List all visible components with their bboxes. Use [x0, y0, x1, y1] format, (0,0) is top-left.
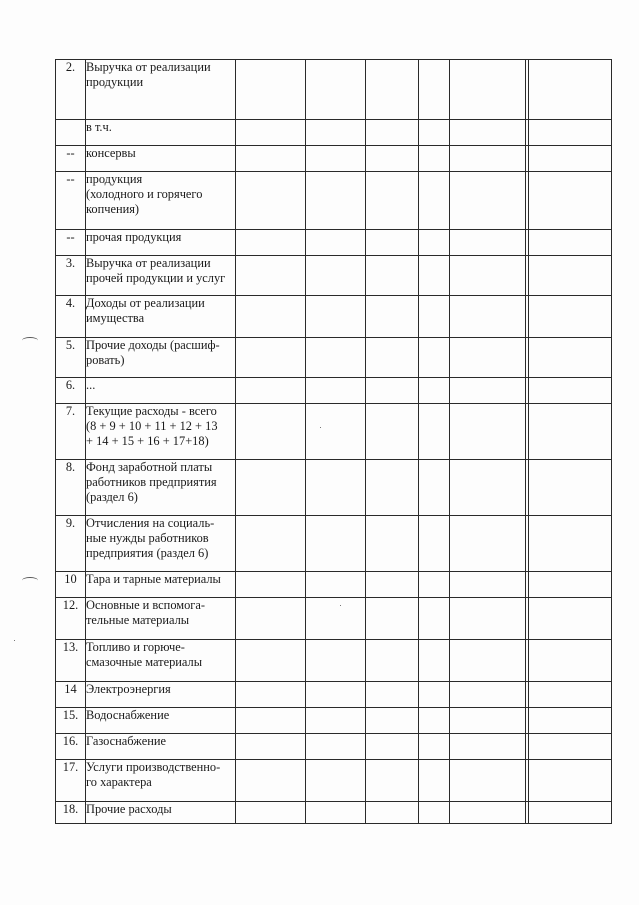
value-cell [450, 760, 526, 802]
value-cell [236, 682, 306, 708]
row-number: 4. [56, 296, 86, 338]
value-cell [366, 230, 419, 256]
row-label: прочая продукция [86, 230, 236, 256]
value-cell [450, 598, 526, 640]
value-cell [529, 682, 612, 708]
value-cell [236, 338, 306, 378]
value-cell [419, 516, 450, 572]
value-cell [366, 60, 419, 120]
row-number: 6. [56, 378, 86, 404]
row-number: -- [56, 172, 86, 230]
value-cell [529, 640, 612, 682]
table-row [56, 230, 612, 256]
value-cell [450, 682, 526, 708]
row-label: Прочие расходы [86, 802, 236, 824]
table-row [56, 256, 612, 296]
value-cell [306, 640, 366, 682]
value-cell [529, 760, 612, 802]
table-row [56, 378, 612, 404]
value-cell [450, 60, 526, 120]
value-cell [450, 378, 526, 404]
row-number: 12. [56, 598, 86, 640]
value-cell [306, 120, 366, 146]
row-number: 3. [56, 256, 86, 296]
value-cell [529, 516, 612, 572]
value-cell [450, 640, 526, 682]
value-cell [236, 802, 306, 824]
value-cell [419, 60, 450, 120]
row-number: 17. [56, 760, 86, 802]
value-cell [306, 460, 366, 516]
row-number: 2. [56, 60, 86, 120]
row-number: 8. [56, 460, 86, 516]
table-row [56, 802, 612, 824]
financial-table [55, 59, 612, 824]
value-cell [306, 802, 366, 824]
value-cell [306, 256, 366, 296]
value-cell [306, 230, 366, 256]
value-cell [450, 230, 526, 256]
value-cell [366, 378, 419, 404]
punch-hole-mark-upper [22, 337, 38, 344]
value-cell [529, 708, 612, 734]
value-cell [450, 516, 526, 572]
row-label: Электроэнергия [86, 682, 236, 708]
value-cell [450, 734, 526, 760]
row-label: Текущие расходы - всего (8 + 9 + 10 + 11 + 12 + 13 + 14 + 15 + 16 + 17+18) [86, 404, 236, 460]
value-cell [366, 146, 419, 172]
value-cell [419, 572, 450, 598]
value-cell [306, 572, 366, 598]
value-cell [306, 296, 366, 338]
value-cell [419, 378, 450, 404]
punch-hole-mark-lower [22, 577, 38, 584]
value-cell [236, 598, 306, 640]
value-cell [450, 572, 526, 598]
value-cell [529, 338, 612, 378]
value-cell [366, 572, 419, 598]
value-cell [236, 516, 306, 572]
row-label: Газоснабжение [86, 734, 236, 760]
value-cell [306, 516, 366, 572]
value-cell [450, 146, 526, 172]
row-number: -- [56, 146, 86, 172]
value-cell [529, 734, 612, 760]
table-row [56, 146, 612, 172]
value-cell [529, 802, 612, 824]
value-cell [366, 460, 419, 516]
value-cell [236, 708, 306, 734]
value-cell [366, 760, 419, 802]
value-cell [529, 296, 612, 338]
row-label: Водоснабжение [86, 708, 236, 734]
value-cell [306, 682, 366, 708]
value-cell [236, 760, 306, 802]
value-cell [450, 256, 526, 296]
table-row [56, 598, 612, 640]
table-row [56, 296, 612, 338]
value-cell [419, 338, 450, 378]
value-cell [529, 60, 612, 120]
value-cell [366, 404, 419, 460]
value-cell [306, 338, 366, 378]
value-cell [366, 296, 419, 338]
value-cell [419, 640, 450, 682]
row-number: 5. [56, 338, 86, 378]
value-cell [529, 256, 612, 296]
value-cell [236, 572, 306, 598]
table-row [56, 338, 612, 378]
value-cell [419, 734, 450, 760]
value-cell [419, 802, 450, 824]
value-cell [366, 598, 419, 640]
row-number: 14 [56, 682, 86, 708]
value-cell [306, 734, 366, 760]
row-label: Прочие доходы (расшиф- ровать) [86, 338, 236, 378]
table-row [56, 60, 612, 120]
value-cell [419, 460, 450, 516]
row-label: консервы [86, 146, 236, 172]
value-cell [419, 120, 450, 146]
row-number: 13. [56, 640, 86, 682]
row-number: 9. [56, 516, 86, 572]
value-cell [450, 120, 526, 146]
row-label: Отчисления на социаль- ные нужды работников предприятия (раздел 6) [86, 516, 236, 572]
value-cell [529, 120, 612, 146]
value-cell [306, 378, 366, 404]
table-row [56, 572, 612, 598]
value-cell [306, 404, 366, 460]
value-cell [450, 802, 526, 824]
value-cell [419, 172, 450, 230]
value-cell [419, 230, 450, 256]
value-cell [306, 146, 366, 172]
value-cell [236, 60, 306, 120]
value-cell [306, 60, 366, 120]
value-cell [306, 708, 366, 734]
value-cell [419, 404, 450, 460]
value-cell [450, 460, 526, 516]
row-label: Топливо и горюче- смазочные материалы [86, 640, 236, 682]
table-row [56, 172, 612, 230]
table-row [56, 734, 612, 760]
table-row [56, 516, 612, 572]
value-cell [529, 172, 612, 230]
table-body [56, 60, 612, 824]
value-cell [236, 172, 306, 230]
value-cell [529, 230, 612, 256]
value-cell [236, 460, 306, 516]
value-cell [236, 146, 306, 172]
value-cell [419, 682, 450, 708]
value-cell [366, 338, 419, 378]
value-cell [419, 760, 450, 802]
value-cell [236, 378, 306, 404]
row-label: Услуги производственно- го характера [86, 760, 236, 802]
value-cell [450, 296, 526, 338]
row-label: Тара и тарные материалы [86, 572, 236, 598]
row-number: 16. [56, 734, 86, 760]
table-row [56, 404, 612, 460]
value-cell [450, 708, 526, 734]
value-cell [529, 572, 612, 598]
value-cell [366, 256, 419, 296]
value-cell [529, 404, 612, 460]
row-label: Доходы от реализации имущества [86, 296, 236, 338]
row-label: ... [86, 378, 236, 404]
value-cell [236, 640, 306, 682]
row-number: 10 [56, 572, 86, 598]
row-number: 18. [56, 802, 86, 824]
row-label: Выручка от реализации прочей продукции и услуг [86, 256, 236, 296]
scan-speck [14, 640, 15, 641]
row-number [56, 120, 86, 146]
value-cell [236, 256, 306, 296]
value-cell [306, 172, 366, 230]
value-cell [419, 708, 450, 734]
value-cell [366, 172, 419, 230]
table-row [56, 460, 612, 516]
value-cell [306, 598, 366, 640]
row-number: -- [56, 230, 86, 256]
value-cell [529, 378, 612, 404]
value-cell [236, 404, 306, 460]
table-row [56, 120, 612, 146]
row-label: Фонд заработной платы работников предприятия (раздел 6) [86, 460, 236, 516]
row-label: продукция (холодного и горячего копчения) [86, 172, 236, 230]
table-row [56, 640, 612, 682]
value-cell [366, 708, 419, 734]
value-cell [450, 172, 526, 230]
value-cell [419, 598, 450, 640]
value-cell [236, 734, 306, 760]
value-cell [236, 296, 306, 338]
table-row [56, 760, 612, 802]
value-cell [236, 120, 306, 146]
value-cell [366, 120, 419, 146]
value-cell [450, 338, 526, 378]
row-number: 15. [56, 708, 86, 734]
value-cell [366, 516, 419, 572]
value-cell [450, 404, 526, 460]
row-number: 7. [56, 404, 86, 460]
row-label: в т.ч. [86, 120, 236, 146]
row-label: Выручка от реализации продукции [86, 60, 236, 120]
value-cell [236, 230, 306, 256]
value-cell [529, 460, 612, 516]
table-row [56, 682, 612, 708]
value-cell [366, 682, 419, 708]
table-row [56, 708, 612, 734]
value-cell [366, 802, 419, 824]
value-cell [419, 256, 450, 296]
value-cell [306, 760, 366, 802]
value-cell [419, 146, 450, 172]
value-cell [419, 296, 450, 338]
value-cell [529, 598, 612, 640]
value-cell [366, 640, 419, 682]
value-cell [529, 146, 612, 172]
value-cell [366, 734, 419, 760]
row-label: Основные и вспомога- тельные материалы [86, 598, 236, 640]
